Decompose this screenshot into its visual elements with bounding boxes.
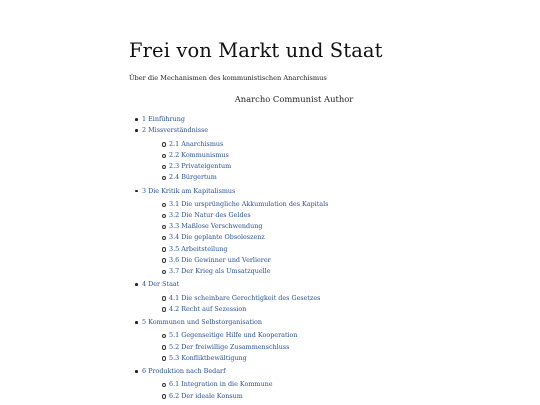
toc-number: 2.2 bbox=[169, 150, 180, 159]
toc-label: Der Krieg als Umsatzquelle bbox=[181, 267, 271, 276]
page-title: Frei von Markt und Staat bbox=[129, 39, 383, 62]
toc-subsection bbox=[162, 172, 455, 183]
toc-label: Maßlose Verschwendung bbox=[181, 222, 263, 231]
toc-label: Die Natur des Geldes bbox=[181, 211, 251, 220]
toc-subsection bbox=[162, 161, 455, 172]
toc-subsection bbox=[162, 150, 455, 161]
toc-label: Die geplante Obsoleszenz bbox=[181, 233, 265, 242]
toc-number: 5 bbox=[142, 318, 147, 326]
toc-label: Einführung bbox=[148, 115, 185, 123]
toc-subsection-list bbox=[142, 137, 455, 186]
toc-number: 6.1 bbox=[169, 380, 180, 389]
toc-subsection bbox=[162, 244, 455, 255]
toc-link-subsection-3-4[interactable] bbox=[169, 232, 455, 243]
toc-section bbox=[135, 279, 455, 317]
toc-link-subsection-2-1[interactable] bbox=[169, 139, 455, 150]
toc-subsection bbox=[162, 266, 455, 277]
toc-link-subsection-2-4[interactable] bbox=[169, 172, 455, 183]
toc-section bbox=[135, 366, 455, 404]
toc-subsection bbox=[162, 139, 455, 150]
author: Anarcho Communist Author bbox=[234, 94, 354, 104]
toc-link-subsection-5-2[interactable] bbox=[169, 342, 455, 353]
toc-label: Der Staat bbox=[148, 280, 180, 289]
toc-link-subsection-3-5[interactable] bbox=[169, 244, 455, 255]
toc-link-subsection-3-2[interactable] bbox=[169, 210, 455, 221]
toc-subsection-list bbox=[142, 291, 455, 317]
toc-link-section-5[interactable] bbox=[142, 317, 455, 328]
toc-link-subsection-2-2[interactable] bbox=[169, 150, 455, 161]
toc-label: Recht auf Sezession bbox=[181, 304, 247, 313]
toc-number: 4.2 bbox=[169, 304, 180, 313]
toc-label: Die Gewinner und Verlierer bbox=[181, 255, 271, 264]
table-of-contents bbox=[135, 114, 455, 404]
toc-section bbox=[135, 317, 455, 366]
subtitle: Über die Mechanismen des kommunistischen Anarchismus bbox=[129, 74, 327, 82]
toc-label: Der ideale Konsum bbox=[181, 391, 243, 400]
toc-link-section-4[interactable] bbox=[142, 279, 455, 290]
toc-label: Der freiwillige Zusammenschluss bbox=[181, 342, 290, 351]
toc-label: Missverständnisse bbox=[148, 126, 209, 135]
toc-label: Kommunismus bbox=[181, 150, 229, 159]
toc-link-subsection-6-1[interactable] bbox=[169, 379, 455, 390]
toc-link-subsection-2-3[interactable] bbox=[169, 161, 455, 172]
toc-subsection bbox=[162, 199, 455, 210]
toc-number: 6.2 bbox=[169, 391, 180, 400]
toc-link-subsection-5-3[interactable] bbox=[169, 353, 455, 364]
toc-section bbox=[135, 186, 455, 280]
toc-link-subsection-3-6[interactable] bbox=[169, 255, 455, 266]
toc-subsection-list bbox=[142, 197, 455, 279]
toc-link-subsection-5-1[interactable] bbox=[169, 330, 455, 341]
toc-subsection bbox=[162, 391, 455, 402]
toc-subsection bbox=[162, 293, 455, 304]
toc-label: Integration in die Kommune bbox=[181, 380, 273, 389]
toc-number: 2.3 bbox=[169, 162, 180, 171]
toc-label: Kommunen und Selbstorganisation bbox=[148, 318, 262, 326]
toc-label: Konfliktbewältigung bbox=[181, 353, 247, 362]
toc-number: 6 bbox=[142, 366, 147, 375]
document bbox=[129, 38, 459, 400]
toc-subsection bbox=[162, 330, 455, 341]
toc-label: Anarchismus bbox=[181, 139, 224, 148]
toc-section bbox=[135, 125, 455, 185]
toc-section bbox=[135, 114, 455, 125]
toc-number: 1 bbox=[142, 115, 147, 123]
toc-label: Die scheinbare Gerechtigkeit des Gesetzes bbox=[181, 293, 321, 302]
toc-number: 5.1 bbox=[169, 331, 180, 340]
toc-number: 3.7 bbox=[169, 267, 180, 276]
toc-number: 5.2 bbox=[169, 342, 180, 351]
toc-link-section-6[interactable] bbox=[142, 366, 455, 377]
toc-number: 3.4 bbox=[169, 233, 180, 242]
toc-link-section-3[interactable] bbox=[142, 186, 455, 197]
toc-number: 3.1 bbox=[169, 199, 180, 208]
toc-number: 5.3 bbox=[169, 353, 180, 362]
toc-subsection bbox=[162, 255, 455, 266]
toc-subsection bbox=[162, 232, 455, 243]
toc-subsection bbox=[162, 379, 455, 390]
toc-label: Bürgertum bbox=[181, 173, 217, 182]
toc-label: Die Kritik am Kapitalismus bbox=[148, 186, 236, 195]
toc-subsection bbox=[162, 210, 455, 221]
toc-number: 2.4 bbox=[169, 173, 180, 182]
toc-label: Produktion nach Bedarf bbox=[148, 366, 226, 375]
toc-link-subsection-4-2[interactable] bbox=[169, 304, 455, 315]
toc-number: 2 bbox=[142, 126, 147, 135]
toc-subsection-list bbox=[142, 377, 455, 403]
toc-number: 3.2 bbox=[169, 211, 180, 220]
toc-number: 2.1 bbox=[169, 139, 180, 148]
toc-subsection bbox=[162, 221, 455, 232]
toc-link-subsection-4-1[interactable] bbox=[169, 293, 455, 304]
toc-label: Die ursprüngliche Akkumulation des Kapitals bbox=[181, 199, 329, 208]
toc-number: 3 bbox=[142, 186, 147, 195]
toc-label: Privateigentum bbox=[181, 162, 232, 171]
toc-number: 4.1 bbox=[169, 293, 180, 302]
toc-number: 4 bbox=[142, 280, 147, 289]
toc-link-subsection-3-1[interactable] bbox=[169, 199, 455, 210]
toc-number: 3.6 bbox=[169, 255, 180, 264]
toc-subsection bbox=[162, 304, 455, 315]
toc-link-subsection-3-3[interactable] bbox=[169, 221, 455, 232]
toc-subsection bbox=[162, 342, 455, 353]
toc-link-subsection-3-7[interactable] bbox=[169, 266, 455, 277]
toc-number: 3.3 bbox=[169, 222, 180, 231]
toc-subsection-list bbox=[142, 328, 455, 366]
toc-number: 3.5 bbox=[169, 244, 180, 253]
toc-link-section-2[interactable] bbox=[142, 125, 455, 136]
toc-label: Arbeitsteilung bbox=[181, 244, 228, 253]
toc-label: Gegenseitige Hilfe und Kooperation bbox=[181, 331, 298, 340]
toc-link-subsection-6-2[interactable] bbox=[169, 391, 455, 402]
toc-subsection bbox=[162, 353, 455, 364]
toc-link-section-1[interactable] bbox=[142, 114, 455, 125]
